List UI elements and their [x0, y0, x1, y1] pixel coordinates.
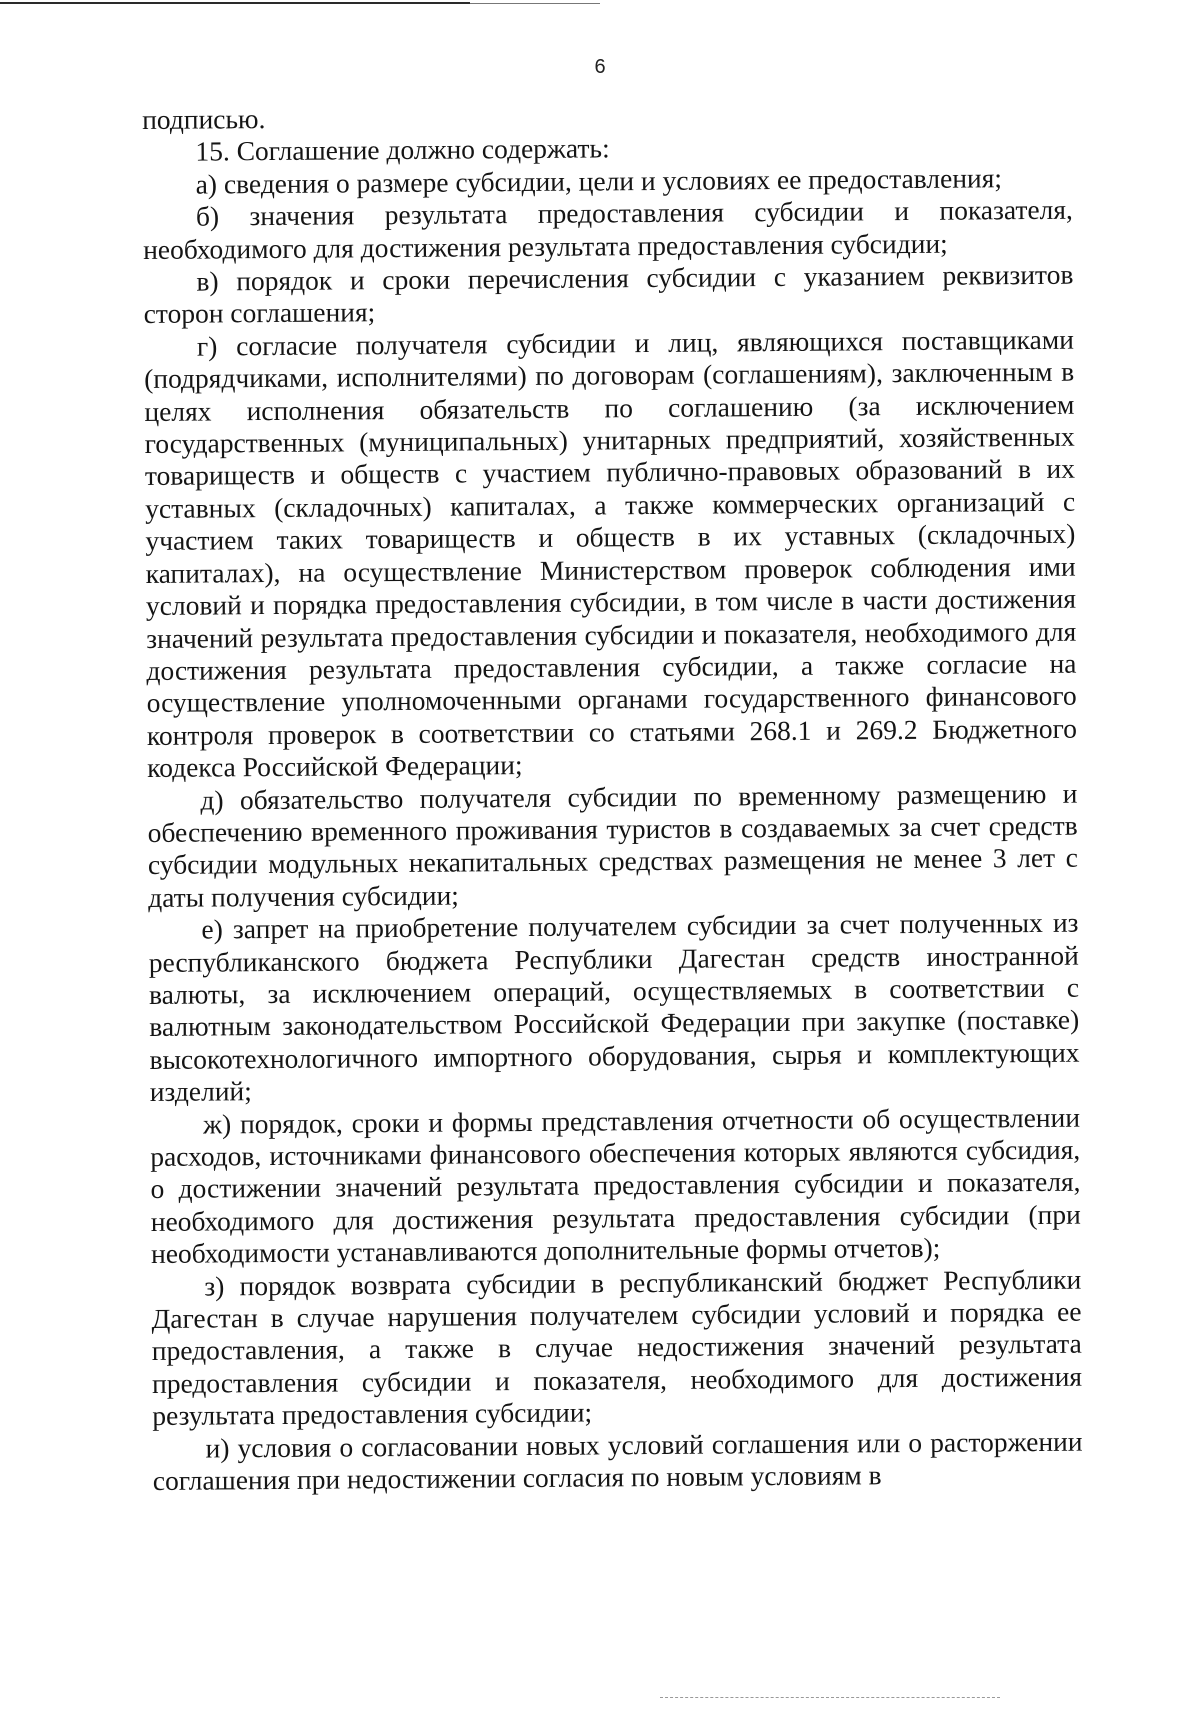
paragraph-item-15: 15. Соглашение должно содержать: — [195, 132, 610, 167]
document-body — [142, 97, 1083, 1498]
scan-edge-top-faint — [470, 3, 600, 4]
paragraph-item-e: е) запрет на приобретение получателем субсидии за счет полученных из республиканского бюджета Республики Дагестан средств иностранной валюты, за исключением операций, осуществляемых в соответствии с валютным законодательством Российской Федерации при закупке (поставке) высокотехнологичного импортного оборудования, сырья и комплектующих изделий; — [148, 906, 1080, 1108]
paragraph-continuation: подписью. — [142, 103, 266, 135]
paragraph-item-a: а) сведения о размере субсидии, цели и условиях ее предоставления; — [195, 162, 1003, 200]
scan-edge-bottom — [660, 1697, 1000, 1699]
page-number: 6 — [594, 56, 606, 78]
paragraph-item-v: в) порядок и сроки перечисления субсидии с указанием реквизитов сторон соглашения; — [143, 258, 1074, 330]
paragraph-item-d: д) обязательство получателя субсидии по временному размещению и обеспечению временного проживания туристов в создаваемых за счет средств субсидии модульных некапитальных средствах размещения не менее 3 лет с даты получения субсидии; — [147, 777, 1079, 913]
paragraph-item-b: б) значения результата предоставления субсидии и показателя, необходимого для достижения результата предоставления субсидии; — [143, 193, 1073, 265]
paragraph-item-zh: ж) порядок, сроки и формы представления отчетности об осуществлении расходов, источниками финансового обеспечения которых являются субсидия, о достижении значений результата предоставления субсидии и показателя, необходимого для достижения результата предоставления субсидии (при необходимости устанавливаются дополнительные формы отчетов); — [150, 1101, 1081, 1270]
paragraph-item-i: и) условия о согласовании новых условий соглашения или о расторжении соглашения при недостижении согласия по новым условиям в — [152, 1425, 1083, 1497]
paragraph-item-z: з) порядок возврата субсидии в республиканский бюджет Республики Дагестан в случае нарушения получателем субсидии условий и порядка ее предоставления, а также в случае недостижения значений результата предоставления субсидии и показателя, необходимого для достижения результата предоставления субсидии; — [151, 1263, 1083, 1432]
paragraph-item-g: г) согласие получателя субсидии и лиц, являющихся поставщиками (подрядчиками, исполнителями) по договорам (соглашениям), заключенным в целях исполнения обязательств по соглашению (за исключением государственных (муниципальных) унитарных предприятий, хозяйственных товариществ и обществ с участием публично-правовых образований в их уставных (складочных) капиталах, а также коммерческих организаций с участием таких товариществ и обществ в их уставных (складочных) капиталах), на осуществление Министерством проверок соблюдения ими условий и порядка предоставления субсидии, в том числе в части достижения значений результата предоставления субсидии и показателя, необходимого для достижения результата предоставления субсидии, а также согласие на осуществление уполномоченными органами государственного финансового контроля проверок в соответствии со статьями 268.1 и 269.2 Бюджетного кодекса Российской Федерации; — [144, 323, 1078, 784]
scan-edge-top — [0, 2, 470, 4]
